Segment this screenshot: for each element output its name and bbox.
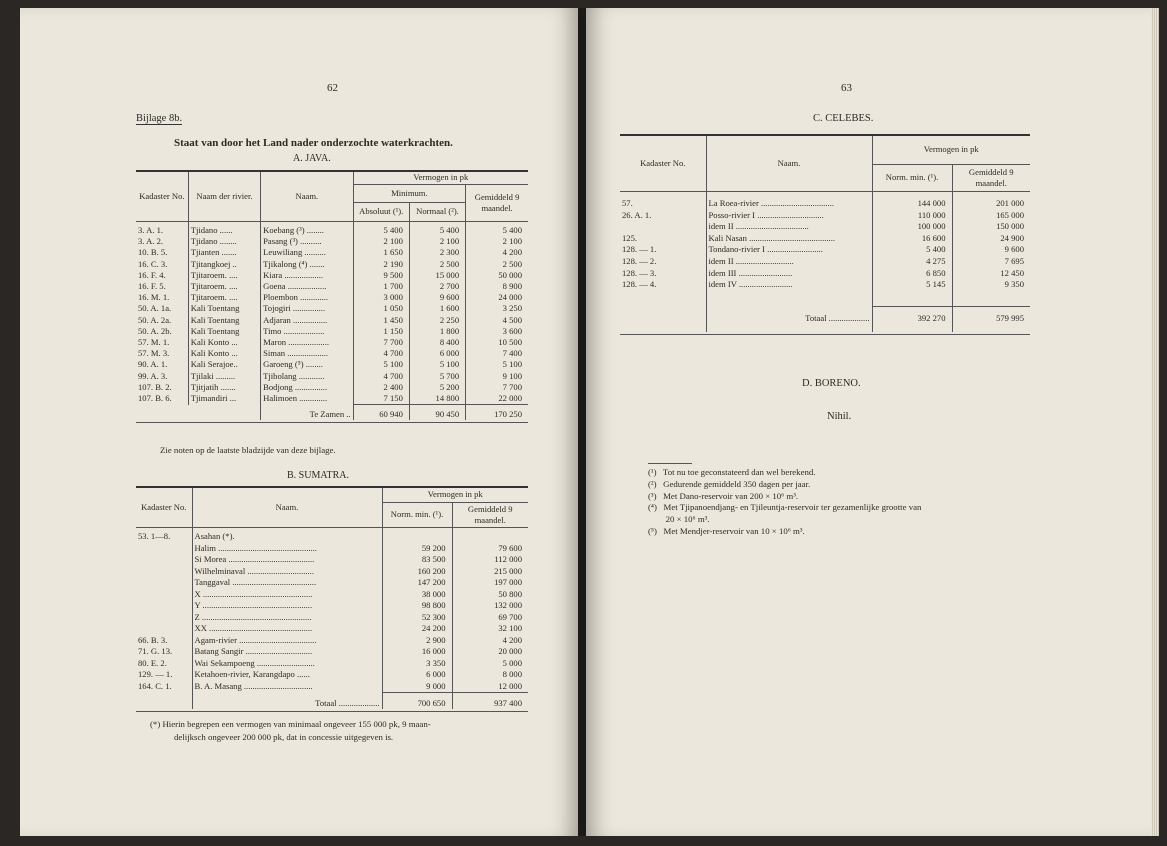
- site-name: Asahan (*).: [192, 528, 382, 543]
- kadaster-number: 71. G. 13.: [138, 646, 173, 656]
- normal-power: 5 100: [409, 359, 465, 370]
- kadaster-number: 128. — 2.: [622, 255, 657, 266]
- absolute-power: 2 400: [353, 382, 409, 393]
- site-name: Tondano-rivier I ..........................: [706, 244, 872, 256]
- site-name: Halim ..............................................: [192, 543, 382, 555]
- river-name: Tjitangkoej ..: [188, 259, 260, 270]
- header-vermogen: Vermogen in pk: [872, 135, 1030, 165]
- absolute-power: 2 100: [353, 236, 409, 247]
- average-power: 3 250: [466, 303, 528, 314]
- average-power: 22 000: [466, 393, 528, 405]
- kadaster-number: 16. F. 4.: [138, 269, 166, 280]
- normal-power: 6 000: [409, 348, 465, 359]
- average-power: 50 800: [452, 589, 528, 601]
- site-name: idem III .........................: [706, 268, 872, 280]
- sumatra-total-label: Totaal ...................: [192, 693, 382, 710]
- site-name: B. A. Masang ................................: [192, 681, 382, 693]
- normal-min-power: 110 000: [872, 210, 952, 222]
- average-power: 12 000: [452, 681, 528, 693]
- normal-power: 9 600: [409, 292, 465, 303]
- site-name: Agam-rivier ....................................: [192, 635, 382, 647]
- average-power: 5 100: [466, 359, 528, 370]
- table-row: [136, 669, 528, 681]
- site-name: Tojogiri ...............: [261, 303, 353, 314]
- table-row: [136, 589, 528, 601]
- river-name: Tjimandiri ...: [188, 393, 260, 405]
- footnote-line: (⁵) Met Mendjer-reservoir van 10 × 10⁶ m³.: [648, 525, 805, 536]
- average-power: 5 400: [466, 222, 528, 237]
- kadaster-number: 50. A. 2b.: [138, 325, 172, 336]
- footnote-line: (³) Met Dano-reservoir van 200 × 10⁶ m³.: [648, 490, 799, 501]
- kadaster-number: 16. C. 3.: [138, 258, 168, 269]
- normal-power: 14 800: [409, 393, 465, 405]
- average-power: 9 100: [466, 371, 528, 382]
- absolute-power: 3 000: [353, 292, 409, 303]
- normal-min-power: 4 275: [872, 256, 952, 268]
- table-row: [136, 348, 528, 359]
- site-name: Y ...................................................: [192, 600, 382, 612]
- kadaster-number: 16. F. 5.: [138, 281, 166, 292]
- absolute-power: 5 400: [353, 222, 409, 237]
- absolute-power: 1 650: [353, 247, 409, 258]
- site-name: Kali Nasan ........................................: [706, 233, 872, 245]
- river-name: Tjidano ........: [188, 236, 260, 247]
- average-power: 4 500: [466, 315, 528, 326]
- normal-power: 8 400: [409, 337, 465, 348]
- site-name: idem IV .........................: [706, 279, 872, 291]
- table-row: [136, 612, 528, 624]
- sumatra-table: [136, 486, 528, 712]
- kadaster-number: [136, 577, 192, 589]
- average-power: 50 000: [466, 270, 528, 281]
- normal-power: 15 000: [409, 270, 465, 281]
- normal-min-power: 83 500: [382, 554, 452, 566]
- site-name: Kiara ..................: [261, 270, 353, 281]
- site-name: Pasang (³) ..........: [261, 236, 353, 247]
- table-row: [136, 303, 528, 314]
- site-name: Z ...................................................: [192, 612, 382, 624]
- average-power: 24 000: [466, 292, 528, 303]
- table-row: [136, 528, 528, 543]
- book-gutter: [578, 8, 586, 836]
- river-name: Tjitaroem. ....: [188, 281, 260, 292]
- normal-min-power: 5 400: [872, 244, 952, 256]
- sumatra-note-line-2: delijksch ongeveer 200 000 pk, dat in concessie uitgegeven is.: [174, 732, 394, 742]
- section-borneo-heading: D. BORENO.: [802, 378, 861, 389]
- site-name: Ketahoen-rivier, Karangdapo ......: [192, 669, 382, 681]
- table-row: [136, 393, 528, 405]
- site-name: Batang Sangir ...............................: [192, 646, 382, 658]
- java-total-norm: 90 450: [409, 405, 465, 421]
- site-name: Adjaran ................: [261, 315, 353, 326]
- kadaster-number: 26. A. 1.: [622, 209, 652, 220]
- absolute-power: 4 700: [353, 348, 409, 359]
- absolute-power: 4 700: [353, 371, 409, 382]
- table-row: [136, 247, 528, 258]
- average-power: 32 100: [452, 623, 528, 635]
- normal-min-power: 52 300: [382, 612, 452, 624]
- section-java-heading: A. JAVA.: [293, 153, 331, 164]
- kadaster-number: 50. A. 1a.: [138, 303, 172, 314]
- average-power: 4 200: [466, 247, 528, 258]
- normal-power: 2 500: [409, 259, 465, 270]
- table-row: [136, 623, 528, 635]
- header-kadaster: Kadaster No.: [136, 487, 192, 528]
- river-name: Kali Serajoe..: [188, 359, 260, 370]
- normal-min-power: 59 200: [382, 543, 452, 555]
- kadaster-number: [136, 612, 192, 624]
- java-table: [136, 170, 528, 423]
- average-power: 150 000: [952, 221, 1030, 233]
- average-power: 24 900: [952, 233, 1030, 245]
- header-minimum: Minimum.: [353, 185, 466, 203]
- normal-min-power: 144 000: [872, 192, 952, 210]
- header-kadaster: Kadaster No.: [136, 171, 188, 222]
- kadaster-number: 164. C. 1.: [138, 680, 172, 691]
- site-name: Ploembon .............: [261, 292, 353, 303]
- normal-min-power: 9 000: [382, 681, 452, 693]
- average-power: 79 600: [452, 543, 528, 555]
- average-power: 2 500: [466, 259, 528, 270]
- sumatra-total-norm: 700 650: [382, 693, 452, 710]
- site-name: Posso-rivier I ...............................: [706, 210, 872, 222]
- absolute-power: 1 700: [353, 281, 409, 292]
- footnotes: [648, 467, 921, 538]
- river-name: Kali Toentang: [188, 315, 260, 326]
- river-name: Tjianten .......: [188, 247, 260, 258]
- normal-min-power: 16 600: [872, 233, 952, 245]
- normal-min-power: 5 145: [872, 279, 952, 291]
- site-name: Wilhelminaval ...............................: [192, 566, 382, 578]
- kadaster-number: 66. B. 3.: [138, 634, 168, 645]
- normal-min-power: 160 200: [382, 566, 452, 578]
- kadaster-number: 90. A. 1.: [138, 359, 168, 370]
- header-vermogen: Vermogen in pk: [382, 487, 528, 503]
- header-rivier: Naam der rivier.: [188, 171, 260, 222]
- normal-power: 2 100: [409, 236, 465, 247]
- table-row: [620, 268, 1030, 280]
- normal-min-power: 3 350: [382, 658, 452, 670]
- absolute-power: 1 050: [353, 303, 409, 314]
- kadaster-number: 125.: [622, 232, 638, 243]
- document-title: Staat van door het Land nader onderzochte waterkrachten.: [174, 137, 453, 149]
- header-absoluut: Absoluut (¹).: [353, 203, 409, 222]
- footnote-divider: [648, 463, 692, 464]
- average-power: 5 000: [452, 658, 528, 670]
- site-name: Si Morea ........................................: [192, 554, 382, 566]
- average-power: 165 000: [952, 210, 1030, 222]
- kadaster-number: 128. — 1.: [622, 244, 657, 255]
- celebes-total-gem: 579 995: [952, 307, 1030, 333]
- table-row: [136, 600, 528, 612]
- celebes-table: [620, 134, 1030, 335]
- kadaster-number: 129. — 1.: [138, 669, 173, 679]
- kadaster-number: 57. M. 3.: [138, 348, 170, 359]
- river-name: Tjitaroem. ....: [188, 292, 260, 303]
- header-gemiddeld: Gemiddeld 9 maandel.: [466, 185, 528, 222]
- table-row: [620, 210, 1030, 222]
- header-naam: Naam.: [192, 487, 382, 528]
- site-name: Bodjong ...............: [261, 382, 353, 393]
- average-power: 12 450: [952, 268, 1030, 280]
- average-power: 215 000: [452, 566, 528, 578]
- appendix-label: Bijlage 8b.: [136, 113, 183, 124]
- header-norm-min: Norm. min. (¹).: [872, 165, 952, 192]
- table-row: [136, 635, 528, 647]
- normal-min-power: 147 200: [382, 577, 452, 589]
- normal-power: 5 200: [409, 382, 465, 393]
- average-power: 10 500: [466, 337, 528, 348]
- river-name: Kali Konto ...: [188, 337, 260, 348]
- table-row: [136, 543, 528, 555]
- java-total-abs: 60 940: [353, 405, 409, 421]
- site-name: Goena ..................: [261, 281, 353, 292]
- river-name: Tjitjatih .......: [188, 382, 260, 393]
- site-name: Maron ...................: [261, 337, 353, 348]
- table-row: [136, 646, 528, 658]
- java-footnote-reference: Zie noten op de laatste bladzijde van deze bijlage.: [160, 445, 336, 455]
- average-power: 20 000: [452, 646, 528, 658]
- kadaster-number: [620, 221, 706, 233]
- table-row: [136, 222, 528, 237]
- kadaster-number: [136, 566, 192, 578]
- java-total-label: Te Zamen ..: [261, 405, 353, 421]
- average-power: 4 200: [452, 635, 528, 647]
- average-power: 8 000: [452, 669, 528, 681]
- table-row: [136, 566, 528, 578]
- site-name: Koebang (³) ........: [261, 222, 353, 237]
- absolute-power: 7 700: [353, 337, 409, 348]
- normal-power: 1 800: [409, 326, 465, 337]
- java-total-gem: 170 250: [466, 405, 528, 421]
- site-name: La Roea-rivier ..................................: [706, 192, 872, 210]
- river-name: Tjitaroem. ....: [188, 270, 260, 281]
- table-row: [136, 577, 528, 589]
- header-gemiddeld: Gemiddeld 9 maandel.: [952, 165, 1030, 192]
- site-name: Siman ...................: [261, 348, 353, 359]
- site-name: Leuwiliang ..........: [261, 247, 353, 258]
- kadaster-number: 57. M. 1.: [138, 337, 170, 348]
- kadaster-number: [136, 543, 192, 555]
- normal-power: 1 600: [409, 303, 465, 314]
- normal-min-power: 98 800: [382, 600, 452, 612]
- page-number-right: 63: [841, 82, 852, 94]
- header-normaal: Normaal (²).: [409, 203, 465, 222]
- kadaster-number: [136, 623, 192, 635]
- table-row: [620, 233, 1030, 245]
- borneo-text: Nihil.: [827, 411, 852, 422]
- site-name: idem II ..................................: [706, 221, 872, 233]
- table-row: [620, 221, 1030, 233]
- kadaster-number: 80. E. 2.: [138, 657, 167, 668]
- kadaster-number: 107. B. 2.: [138, 381, 172, 392]
- kadaster-number: 128. — 4.: [622, 279, 657, 290]
- table-row: [136, 281, 528, 292]
- table-row: [136, 337, 528, 348]
- section-sumatra-heading: B. SUMATRA.: [287, 470, 349, 481]
- normal-power: 5 400: [409, 222, 465, 237]
- table-row: [620, 192, 1030, 210]
- average-power: 7 700: [466, 382, 528, 393]
- footnote-line: (⁴) Met Tjipanoendjang- en Tjileuntja-reservoir ter gezamenlijke grootte van: [648, 502, 922, 513]
- site-name: Tjikalong (⁴) .......: [261, 259, 353, 270]
- river-name: Tjilaki .........: [188, 371, 260, 382]
- sumatra-rows: [136, 528, 528, 693]
- footnote-line: (¹) Tot nu toe geconstateerd dan wel berekend.: [648, 467, 816, 477]
- header-kadaster: Kadaster No.: [620, 135, 706, 192]
- normal-min-power: 24 200: [382, 623, 452, 635]
- kadaster-number: 50. A. 2a.: [138, 314, 172, 325]
- header-vermogen: Vermogen in pk: [353, 171, 528, 185]
- absolute-power: 2 190: [353, 259, 409, 270]
- header-norm-min: Norm. min. (¹).: [382, 503, 452, 528]
- normal-min-power: 6 850: [872, 268, 952, 280]
- normal-power: 2 700: [409, 281, 465, 292]
- kadaster-number: [136, 600, 192, 612]
- river-name: Kali Konto ...: [188, 348, 260, 359]
- kadaster-number: 3. A. 1.: [138, 225, 164, 235]
- absolute-power: 1 450: [353, 315, 409, 326]
- table-row: [136, 270, 528, 281]
- average-power: 69 700: [452, 612, 528, 624]
- average-power: 8 900: [466, 281, 528, 292]
- site-name: XX ................................................: [192, 623, 382, 635]
- site-name: Wai Sekampoeng ...........................: [192, 658, 382, 670]
- table-row: [136, 326, 528, 337]
- normal-min-power: 16 000: [382, 646, 452, 658]
- average-power: 3 600: [466, 326, 528, 337]
- celebes-rows: [620, 192, 1030, 291]
- table-row: [136, 371, 528, 382]
- section-celebes-heading: C. CELEBES.: [813, 113, 874, 124]
- sumatra-total-gem: 937 400: [452, 693, 528, 710]
- page-number-left: 62: [327, 82, 338, 94]
- left-page: [20, 8, 578, 836]
- normal-min-power: 6 000: [382, 669, 452, 681]
- table-row: [136, 292, 528, 303]
- table-row: [136, 236, 528, 247]
- normal-min-power: 2 900: [382, 635, 452, 647]
- table-row: [620, 279, 1030, 291]
- kadaster-number: 16. M. 1.: [138, 292, 170, 303]
- kadaster-number: 53. 1—8.: [138, 531, 171, 541]
- table-row: [136, 259, 528, 270]
- average-power: 9 350: [952, 279, 1030, 291]
- site-name: Tanggaval .......................................: [192, 577, 382, 589]
- average-power: 7 400: [466, 348, 528, 359]
- normal-power: 5 700: [409, 371, 465, 382]
- kadaster-number: 57.: [622, 198, 633, 208]
- average-power: 9 600: [952, 244, 1030, 256]
- absolute-power: 7 150: [353, 393, 409, 405]
- site-name: Timo ...................: [261, 326, 353, 337]
- header-gemiddeld: Gemiddeld 9 maandel.: [452, 503, 528, 528]
- table-row: [136, 658, 528, 670]
- kadaster-number: 3. A. 2.: [138, 236, 164, 247]
- kadaster-number: [136, 589, 192, 601]
- site-name: Garoeng (⁵) ........: [261, 359, 353, 370]
- river-name: Kali Toentang: [188, 326, 260, 337]
- site-name: idem II ...........................: [706, 256, 872, 268]
- right-page: [586, 8, 1151, 836]
- average-power: [452, 528, 528, 543]
- site-name: X ...................................................: [192, 589, 382, 601]
- sumatra-note-line-1: (*) Hierin begrepen een vermogen van minimaal ongeveer 155 000 pk, 9 maan-: [150, 719, 431, 729]
- celebes-total-norm: 392 270: [872, 307, 952, 333]
- table-row: [620, 256, 1030, 268]
- normal-power: 2 300: [409, 247, 465, 258]
- table-row: [136, 359, 528, 370]
- kadaster-number: 10. B. 5.: [138, 247, 168, 258]
- table-row: [620, 244, 1030, 256]
- normal-min-power: [382, 528, 452, 543]
- average-power: 2 100: [466, 236, 528, 247]
- river-name: Kali Toentang: [188, 303, 260, 314]
- header-naam: Naam.: [706, 135, 872, 192]
- absolute-power: 5 100: [353, 359, 409, 370]
- average-power: 112 000: [452, 554, 528, 566]
- kadaster-number: 107. B. 6.: [138, 393, 172, 404]
- table-row: [136, 382, 528, 393]
- table-row: [136, 681, 528, 693]
- header-naam: Naam.: [261, 171, 353, 222]
- table-row: [136, 315, 528, 326]
- java-rows: [136, 222, 528, 405]
- river-name: Tjidano ......: [188, 222, 260, 237]
- average-power: 197 000: [452, 577, 528, 589]
- absolute-power: 1 150: [353, 326, 409, 337]
- table-row: [136, 554, 528, 566]
- kadaster-number: 128. — 3.: [622, 267, 657, 278]
- average-power: 201 000: [952, 192, 1030, 210]
- normal-power: 2 250: [409, 315, 465, 326]
- celebes-total-label: Totaal ...................: [706, 307, 872, 333]
- absolute-power: 9 500: [353, 270, 409, 281]
- kadaster-number: 99. A. 3.: [138, 370, 168, 381]
- site-name: Tjibolang ............: [261, 371, 353, 382]
- kadaster-number: [136, 554, 192, 566]
- normal-min-power: 38 000: [382, 589, 452, 601]
- average-power: 132 000: [452, 600, 528, 612]
- average-power: 7 695: [952, 256, 1030, 268]
- footnote-line: (²) Gedurende gemiddeld 350 dagen per jaar.: [648, 478, 811, 489]
- normal-min-power: 100 000: [872, 221, 952, 233]
- footnote-line: 20 × 10⁶ m³.: [648, 514, 710, 525]
- site-name: Halimoen .............: [261, 393, 353, 405]
